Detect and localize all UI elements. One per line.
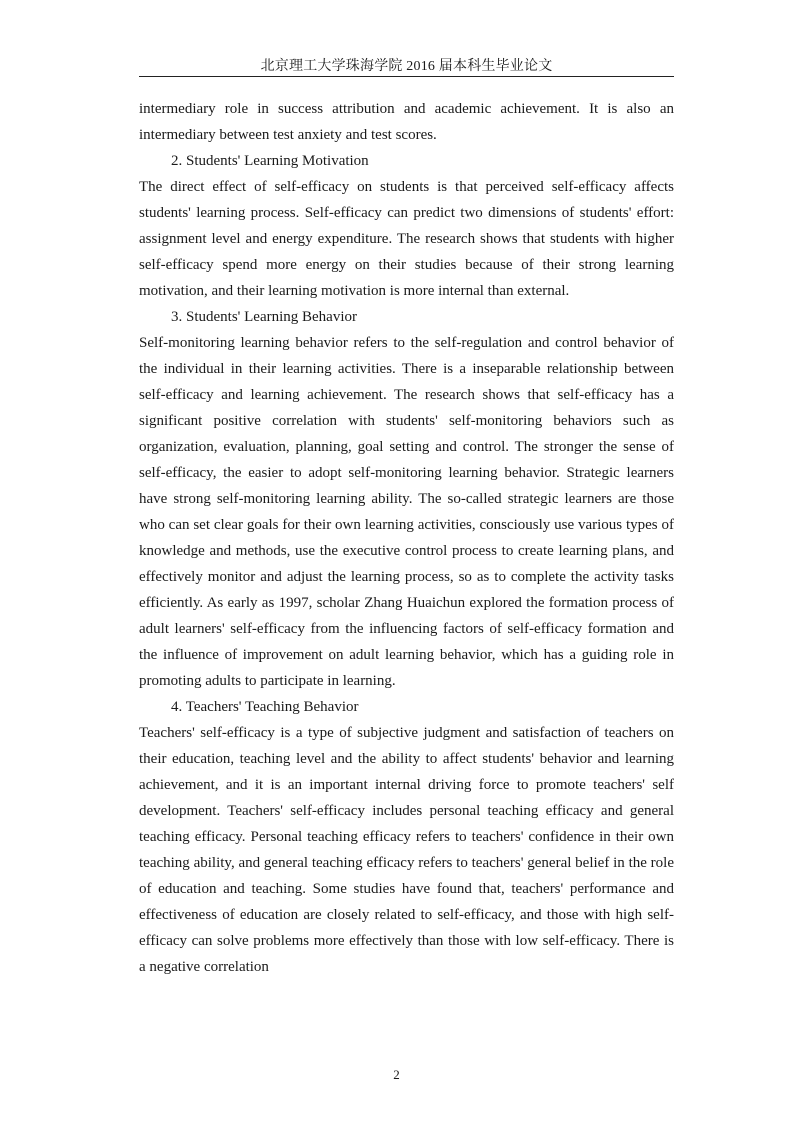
- header-divider: [139, 76, 674, 77]
- paragraph-learning-behavior: Self-monitoring learning behavior refers to the self-regulation and control behavior of the individual in their learning activities. There is a inseparable relationship between self-efficacy and learning achievement. The research shows that self-efficacy has a significant positive correlation with students' self-monitoring behaviors such as organization, evaluation, planning, goal setting and control. The stronger the sense of self-efficacy, the easier to adopt self-monitoring learning behavior. Strategic learners have strong self-monitoring learning ability. The so-called strategic learners are those who can set clear goals for their own learning activities, consciously use various types of knowledge and methods, use the executive control process to create learning plans, and effectively monitor and adjust the learning process, so as to complete the activity tasks efficiently. As early as 1997, scholar Zhang Huaichun explored the formation process of adult learners' self-efficacy from the influencing factors of self-efficacy formation and the influence of improvement on adult learning behavior, which has a guiding role in promoting adults to participate in learning.: [139, 335, 674, 689]
- page-header-title: 北京理工大学珠海学院 2016 届本科生毕业论文: [260, 59, 553, 74]
- paragraph-intermediary-role: intermediary role in success attribution and academic achievement. It is also an intermediary between test anxiety and test scores.: [139, 101, 674, 143]
- paragraph-learning-motivation: The direct effect of self-efficacy on students is that perceived self-efficacy affects students' learning process. Self-efficacy can predict two dimensions of students' effort: assignment level and energy expenditure. The research shows that students with higher self-efficacy spend more energy on their studies because of their strong learning motivation, and their learning motivation is more internal than external.: [139, 179, 674, 299]
- section-heading-learning-motivation: 2. Students' Learning Motivation: [171, 153, 369, 169]
- section-heading-learning-behavior: 3. Students' Learning Behavior: [171, 309, 357, 325]
- page-number: 2: [393, 1067, 400, 1082]
- paragraph-teaching-behavior: Teachers' self-efficacy is a type of subjective judgment and satisfaction of teachers on their education, teaching level and the ability to affect students' behavior and learning achievement, and it is an important internal driving force to promote teachers' self development. Teachers' self-efficacy includes personal teaching efficacy and general teaching efficacy. Personal teaching efficacy refers to teachers' confidence in their own teaching ability, and general teaching efficacy refers to teachers' general belief in the role of education and teaching. Some studies have found that, teachers' performance and effectiveness of education are closely related to self-efficacy, and those with high self-efficacy can solve problems more effectively than those with low self-efficacy. There is a negative correlation: [139, 725, 674, 975]
- section-heading-teaching-behavior: 4. Teachers' Teaching Behavior: [171, 699, 359, 715]
- body-text: [139, 96, 674, 980]
